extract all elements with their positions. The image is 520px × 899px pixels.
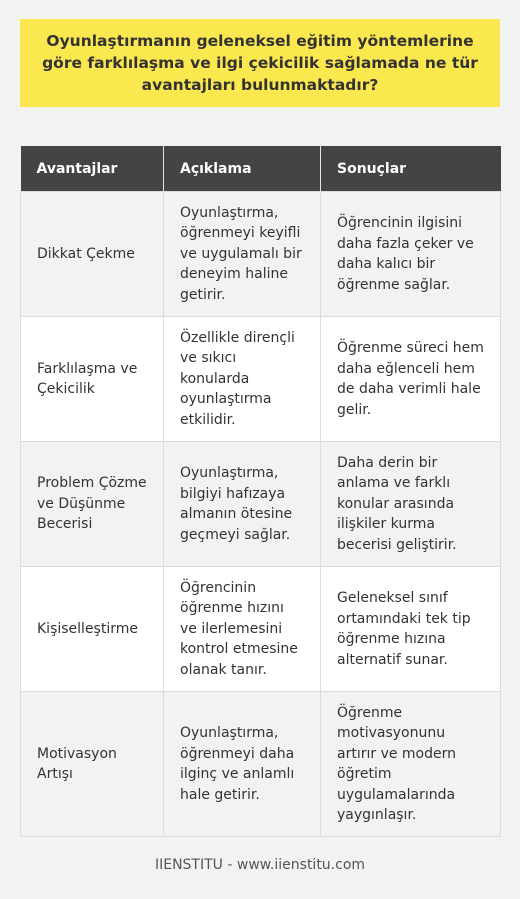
cell-advantage: Motivasyon Artışı — [21, 692, 164, 837]
cell-result: Daha derin bir anlama ve farklı konular arasında ilişkiler kurma becerisi geliştirir. — [321, 442, 501, 567]
table-row — [21, 442, 501, 567]
footer-credit: IIENSTITU - www.iienstitu.com — [154, 857, 366, 873]
header-advantages: Avantajlar — [21, 146, 164, 192]
table-row — [21, 192, 501, 317]
table-row — [21, 567, 501, 692]
cell-advantage: Farklılaşma ve Çekicilik — [21, 317, 164, 442]
advantages-table — [20, 146, 501, 837]
table-header-row — [21, 146, 501, 192]
table-row — [21, 692, 501, 837]
cell-description: Öğrencinin öğrenme hızını ve ilerlemesini kontrol etmesine olanak tanır. — [164, 567, 321, 692]
page-title: Oyunlaştırmanın geleneksel eğitim yöntemlerine göre farklılaşma ve ilgi çekicilik sağlamada ne tür avantajları bulunmaktadır? — [42, 32, 478, 94]
header-results: Sonuçlar — [321, 146, 501, 192]
cell-advantage: Dikkat Çekme — [21, 192, 164, 317]
cell-description: Oyunlaştırma, bilgiyi hafızaya almanın ötesine geçmeyi sağlar. — [164, 442, 321, 567]
cell-advantage: Problem Çözme ve Düşünme Becerisi — [21, 442, 164, 567]
cell-result: Öğrenme motivasyonunu artırır ve modern öğretim uygulamalarında yaygınlaşır. — [321, 692, 501, 837]
cell-advantage: Kişiselleştirme — [21, 567, 164, 692]
title-banner — [20, 19, 500, 107]
cell-result: Öğrenme süreci hem daha eğlenceli hem de daha verimli hale gelir. — [321, 317, 501, 442]
cell-description: Özellikle dirençli ve sıkıcı konularda oyunlaştırma etkilidir. — [164, 317, 321, 442]
cell-result: Geleneksel sınıf ortamındaki tek tip öğrenme hızına alternatif sunar. — [321, 567, 501, 692]
cell-description: Oyunlaştırma, öğrenmeyi daha ilginç ve anlamlı hale getirir. — [164, 692, 321, 837]
cell-result: Öğrencinin ilgisini daha fazla çeker ve daha kalıcı bir öğrenme sağlar. — [321, 192, 501, 317]
header-description: Açıklama — [164, 146, 321, 192]
table-row — [21, 317, 501, 442]
cell-description: Oyunlaştırma, öğrenmeyi keyifli ve uygulamalı bir deneyim haline getirir. — [164, 192, 321, 317]
